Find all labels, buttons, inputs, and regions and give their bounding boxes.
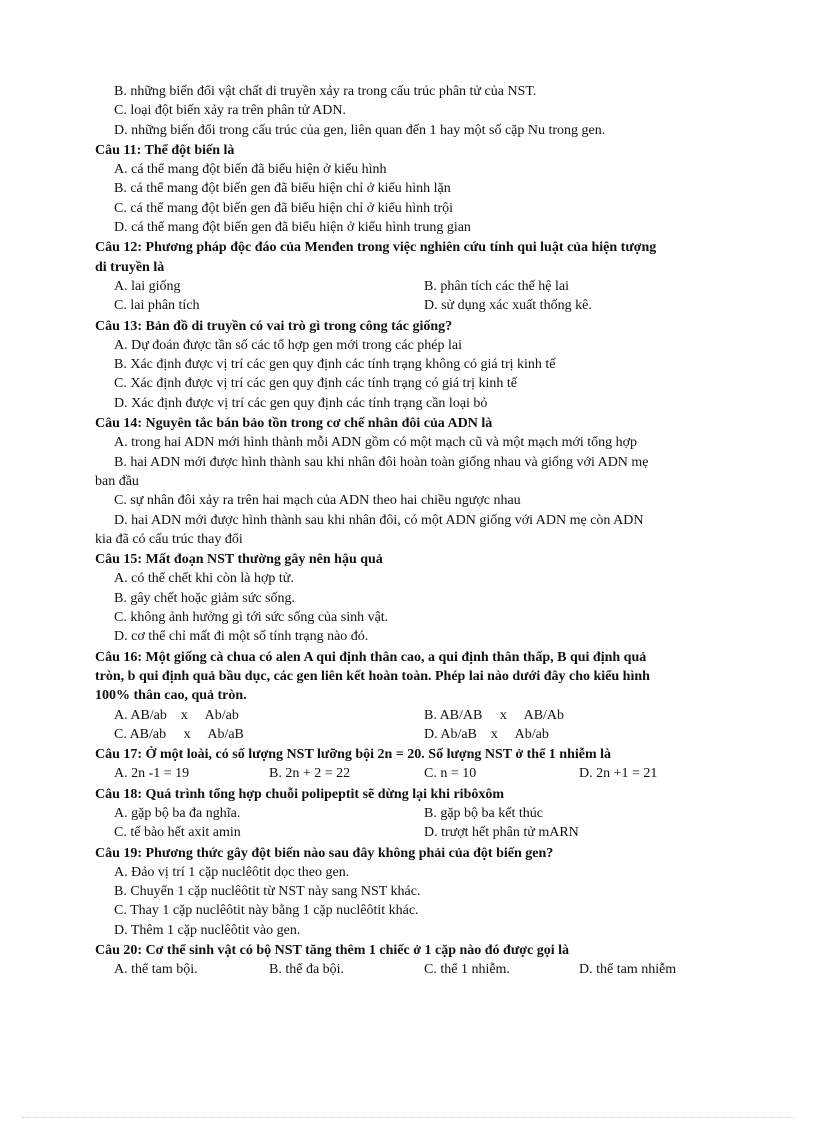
option-c: C. Thay 1 cặp nuclêôtit này bằng 1 cặp nuclêôtit khác. xyxy=(114,903,419,919)
option-a: A. có thể chết khi còn là hợp tử. xyxy=(114,571,294,587)
option-a: A. Đảo vị trí 1 cặp nuclêôtit dọc theo gen. xyxy=(114,864,350,880)
question-title: Câu 13: Bản đồ di truyền có vai trò gì trong công tác giống? xyxy=(95,318,453,334)
question-18 xyxy=(95,785,745,843)
question-17 xyxy=(95,745,745,784)
question-10-options xyxy=(95,82,745,140)
option-c: C. lai phân tích xyxy=(114,298,200,314)
option-c: C. Xác định được vị trí các gen quy định các tính trạng có giá trị kinh tế xyxy=(114,376,517,392)
question-title-cont: di truyền là xyxy=(95,259,165,275)
options-row xyxy=(95,804,745,823)
question-title: Câu 17: Ở một loài, có số lượng NST lưỡng bội 2n = 20. Số lượng NST ở thể 1 nhiễm là xyxy=(95,747,612,763)
option-b: B. cá thể mang đột biến gen đã biểu hiện chỉ ở kiểu hình lặn xyxy=(114,181,451,197)
question-16 xyxy=(95,648,745,744)
options-row xyxy=(95,296,745,315)
option-d: D. hai ADN mới được hình thành sau khi nhân đôi, có một ADN giống với ADN mẹ còn ADN xyxy=(114,512,644,528)
question-19 xyxy=(95,844,745,940)
options-row xyxy=(95,960,745,979)
option-b: B. gặp bộ ba kết thúc xyxy=(424,805,543,821)
question-title: Câu 20: Cơ thể sinh vật có bộ NST tăng thêm 1 chiếc ở 1 cặp nào đó được gọi là xyxy=(95,943,569,959)
option-b: B. những biến đổi vật chất di truyền xảy ra trong cấu trúc phân tử của NST. xyxy=(114,84,537,99)
question-title-cont: tròn, b qui định quả bầu dục, các gen liên kết hoàn toàn. Phép lai nào dưới đây cho kiểu hình xyxy=(95,668,650,684)
option-d: D. thể tam nhiễm xyxy=(579,962,677,978)
options-row xyxy=(95,277,745,296)
option-b: B. AB/AB x AB/Ab xyxy=(424,707,565,723)
question-title-cont: 100% thân cao, quả tròn. xyxy=(95,688,247,704)
option-a: A. gặp bộ ba đa nghĩa. xyxy=(114,805,241,821)
question-13 xyxy=(95,317,745,413)
options-row xyxy=(95,706,745,725)
question-15 xyxy=(95,550,745,646)
question-title: Câu 14: Nguyên tắc bán bảo tồn trong cơ chế nhân đôi của ADN là xyxy=(95,416,493,432)
option-c: C. thể 1 nhiễm. xyxy=(424,962,510,978)
option-a: A. AB/ab x Ab/ab xyxy=(114,707,239,723)
question-list xyxy=(95,82,745,980)
question-title: Câu 15: Mất đoạn NST thường gây nên hậu quả xyxy=(95,552,383,568)
question-title: Câu 18: Quá trình tổng hợp chuỗi polipeptit sẽ dừng lại khi ribôxôm xyxy=(95,786,505,802)
option-d: D. Thêm 1 cặp nuclêôtit vào gen. xyxy=(114,922,301,938)
option-d: D. 2n +1 = 21 xyxy=(579,766,658,782)
option-b: B. hai ADN mới được hình thành sau khi nhân đôi hoàn toàn giống nhau và giống với ADN mẹ xyxy=(114,454,649,470)
option-a: A. Dự đoán được tần số các tổ hợp gen mới trong các phép lai xyxy=(114,337,463,353)
option-b: B. gây chết hoặc giảm sức sống. xyxy=(114,590,295,606)
option-a: A. 2n -1 = 19 xyxy=(114,766,190,782)
option-b: B. Xác định được vị trí các gen quy định các tính trạng không có giá trị kinh tế xyxy=(114,357,556,373)
option-a: A. lai giống xyxy=(114,278,181,294)
option-b: B. Chuyển 1 cặp nuclêôtit từ NST này sang NST khác. xyxy=(114,884,421,900)
question-title: Câu 16: Một giống cà chua có alen A qui định thân cao, a qui định thân thấp, B qui định quả xyxy=(95,649,647,665)
question-11 xyxy=(95,141,745,237)
page-bottom-divider xyxy=(22,1117,794,1118)
option-d: D. Xác định được vị trí các gen quy định các tính trạng cần loại bỏ xyxy=(114,395,488,411)
options-row xyxy=(95,764,745,783)
option-d: D. những biến đổi trong cấu trúc của gen, liên quan đến 1 hay một số cặp Nu trong gen. xyxy=(114,122,606,138)
option-c: C. n = 10 xyxy=(424,766,477,782)
option-a: A. thể tam bội. xyxy=(114,962,198,978)
option-b: B. 2n + 2 = 22 xyxy=(269,766,351,782)
option-d: D. trượt hết phân tử mARN xyxy=(424,825,579,841)
question-20 xyxy=(95,941,745,980)
options-row xyxy=(95,725,745,744)
option-b: B. thể đa bội. xyxy=(269,962,345,978)
options-row xyxy=(95,823,745,842)
option-d-cont: kia đã có cấu trúc thay đổi xyxy=(95,531,243,547)
option-b: B. phân tích các thế hệ lai xyxy=(424,278,569,294)
question-title: Câu 11: Thể đột biến là xyxy=(95,142,235,158)
option-a: A. trong hai ADN mới hình thành mỗi ADN gồm có một mạch cũ và một mạch mới tổng hợp xyxy=(114,435,638,451)
question-14 xyxy=(95,414,745,549)
option-a: A. cá thể mang đột biến đã biểu hiện ở kiểu hình xyxy=(114,162,387,178)
question-title: Câu 12: Phương pháp độc đáo của Menđen trong việc nghiên cứu tính qui luật của hiện tượng xyxy=(95,240,657,256)
option-d: D. cá thể mang đột biến gen đã biểu hiện ở kiểu hình trung gian xyxy=(114,220,471,236)
option-d: D. Ab/aB x Ab/ab xyxy=(424,726,549,742)
option-c: C. loại đột biến xảy ra trên phân tử ADN. xyxy=(114,103,346,119)
option-d: D. sử dụng xác xuất thống kê. xyxy=(424,298,592,314)
option-c: C. AB/ab x Ab/aB xyxy=(114,726,244,742)
option-c: C. sự nhân đôi xảy ra trên hai mạch của ADN theo hai chiều ngược nhau xyxy=(114,493,521,509)
option-d: D. cơ thể chỉ mất đi một số tính trạng nào đó. xyxy=(114,629,369,645)
option-c: C. không ảnh hưởng gì tới sức sống của sinh vật. xyxy=(114,610,389,626)
question-12 xyxy=(95,238,745,315)
question-title: Câu 19: Phương thức gây đột biến nào sau đây không phải của đột biến gen? xyxy=(95,845,554,861)
option-c: C. cá thể mang đột biến gen đã biểu hiện chỉ ở kiểu hình trội xyxy=(114,200,454,216)
option-c: C. tế bào hết axit amin xyxy=(114,825,241,841)
option-b-cont: ban đầu xyxy=(95,473,139,489)
